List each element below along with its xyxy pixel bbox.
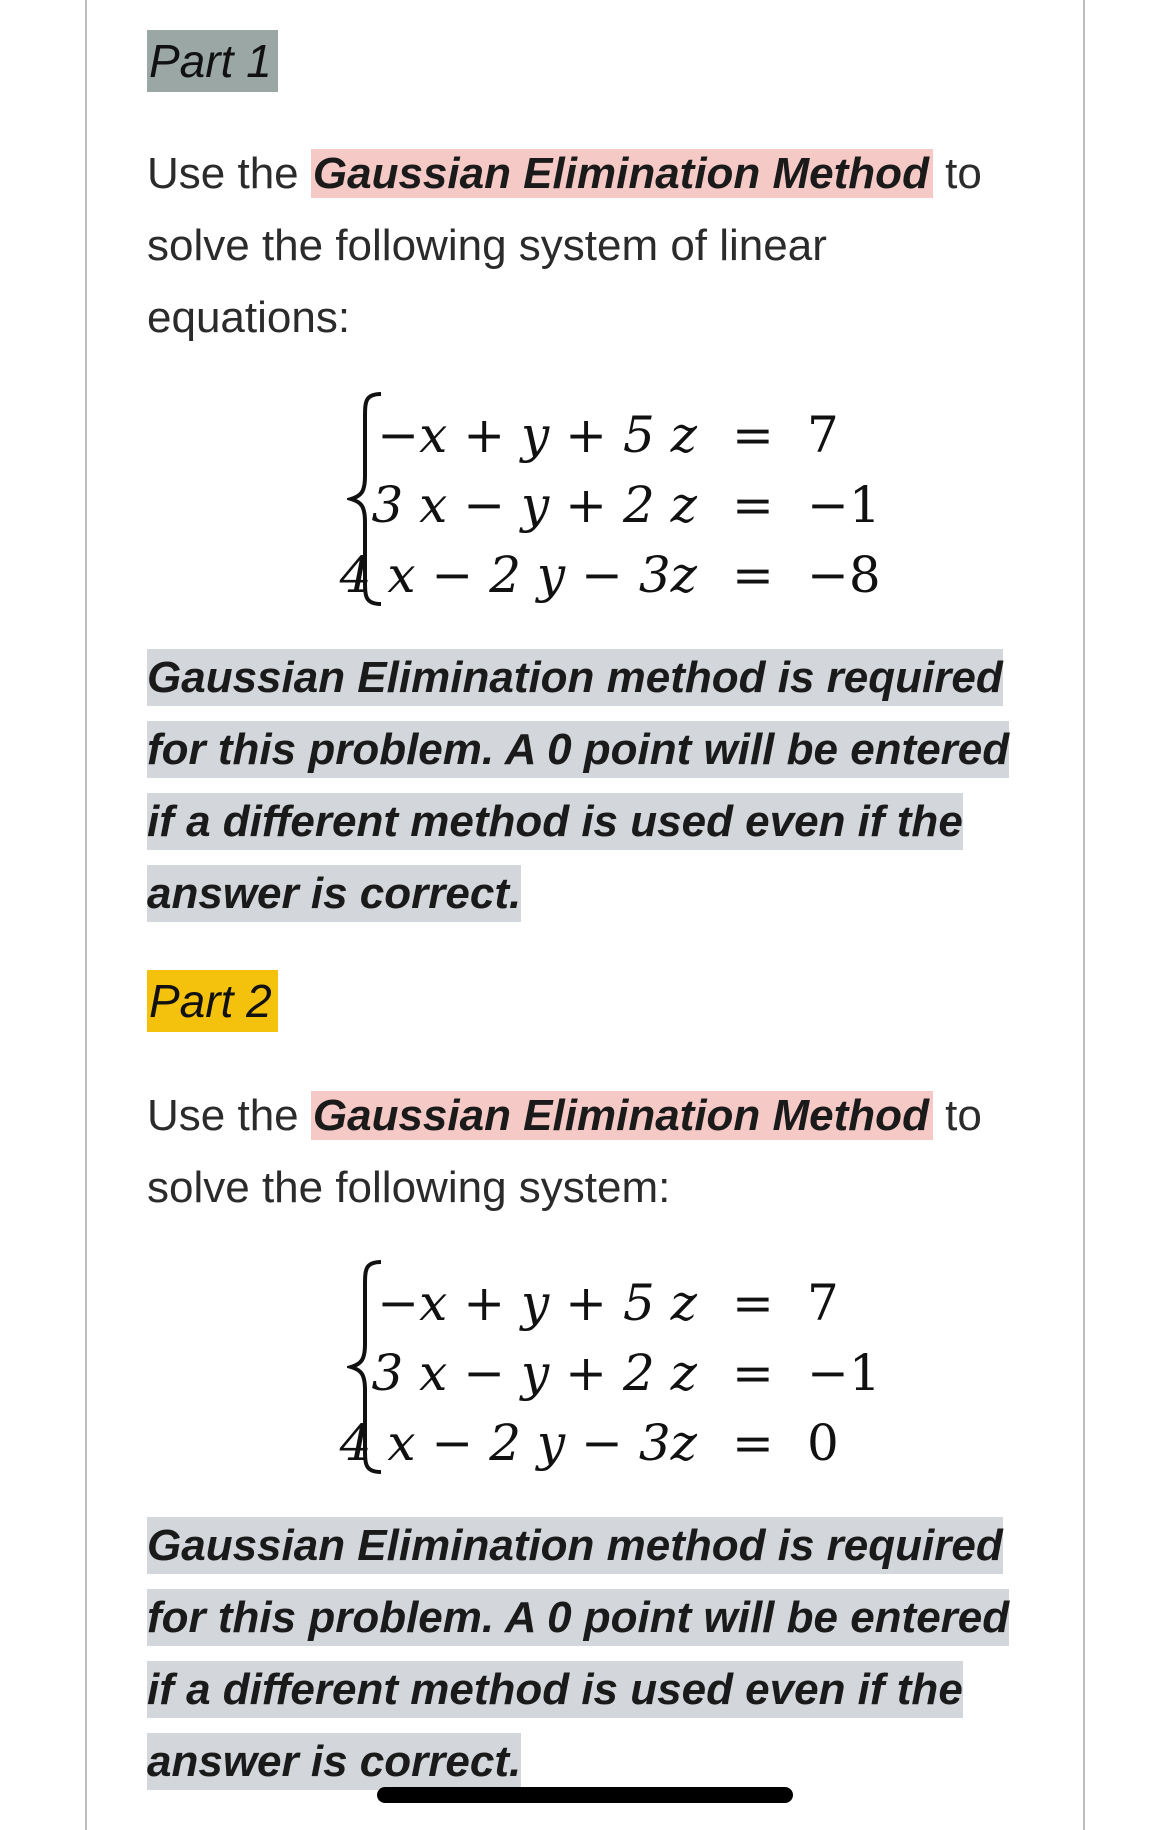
part-1-method-note: Gaussian Elimination method is required for this problem. A 0 point will be entered if a different method is used even if the answer is correct. bbox=[147, 642, 1027, 930]
page-border-right bbox=[1083, 0, 1085, 1830]
equation-row bbox=[347, 476, 967, 546]
equation-row bbox=[347, 406, 967, 476]
method-highlight: Gaussian Elimination Method bbox=[311, 1091, 933, 1140]
part-1-instructions: Use the Gaussian Elimination Method to solve the following system of linear equations: bbox=[147, 149, 982, 342]
equals-sign: = bbox=[732, 1274, 774, 1332]
part-1-section bbox=[147, 30, 1027, 930]
part-2-method-note: Gaussian Elimination method is required for this problem. A 0 point will be entered if a different method is used even if the answer is correct. bbox=[147, 1510, 1027, 1798]
home-indicator[interactable] bbox=[377, 1787, 793, 1803]
equation-lhs: 4 x − 2 y − 3z bbox=[339, 546, 697, 604]
equation-row bbox=[339, 1414, 967, 1484]
equation-lhs: −x + y + 5 z bbox=[377, 1274, 697, 1332]
page-border-left bbox=[85, 0, 87, 1830]
equation-rhs: 7 bbox=[807, 1274, 839, 1332]
equation-lhs: 4 x − 2 y − 3z bbox=[339, 1414, 697, 1472]
part-2-section bbox=[147, 970, 1027, 1786]
equals-sign: = bbox=[732, 406, 774, 464]
part-2-equation-system bbox=[339, 1256, 967, 1486]
equation-row bbox=[339, 546, 967, 616]
method-highlight: Gaussian Elimination Method bbox=[311, 149, 933, 198]
equation-rhs: −1 bbox=[807, 476, 881, 534]
equation-rhs: −1 bbox=[807, 1344, 881, 1402]
equation-lhs: 3 x − y + 2 z bbox=[371, 1344, 697, 1402]
equation-rhs: −8 bbox=[807, 546, 881, 604]
equation-rhs: 0 bbox=[807, 1414, 839, 1472]
part-1-label: Part 1 bbox=[147, 30, 278, 92]
equation-row bbox=[347, 1274, 967, 1344]
part-1-equation-system bbox=[339, 388, 967, 618]
part-2-instructions: Use the Gaussian Elimination Method to solve the following system: bbox=[147, 1091, 982, 1212]
equation-lhs: −x + y + 5 z bbox=[377, 406, 697, 464]
equation-lhs: 3 x − y + 2 z bbox=[371, 476, 697, 534]
equals-sign: = bbox=[732, 1344, 774, 1402]
part-2-label: Part 2 bbox=[147, 970, 278, 1032]
equals-sign: = bbox=[732, 546, 774, 604]
equals-sign: = bbox=[732, 476, 774, 534]
equals-sign: = bbox=[732, 1414, 774, 1472]
equation-row bbox=[347, 1344, 967, 1414]
equation-rhs: 7 bbox=[807, 406, 839, 464]
